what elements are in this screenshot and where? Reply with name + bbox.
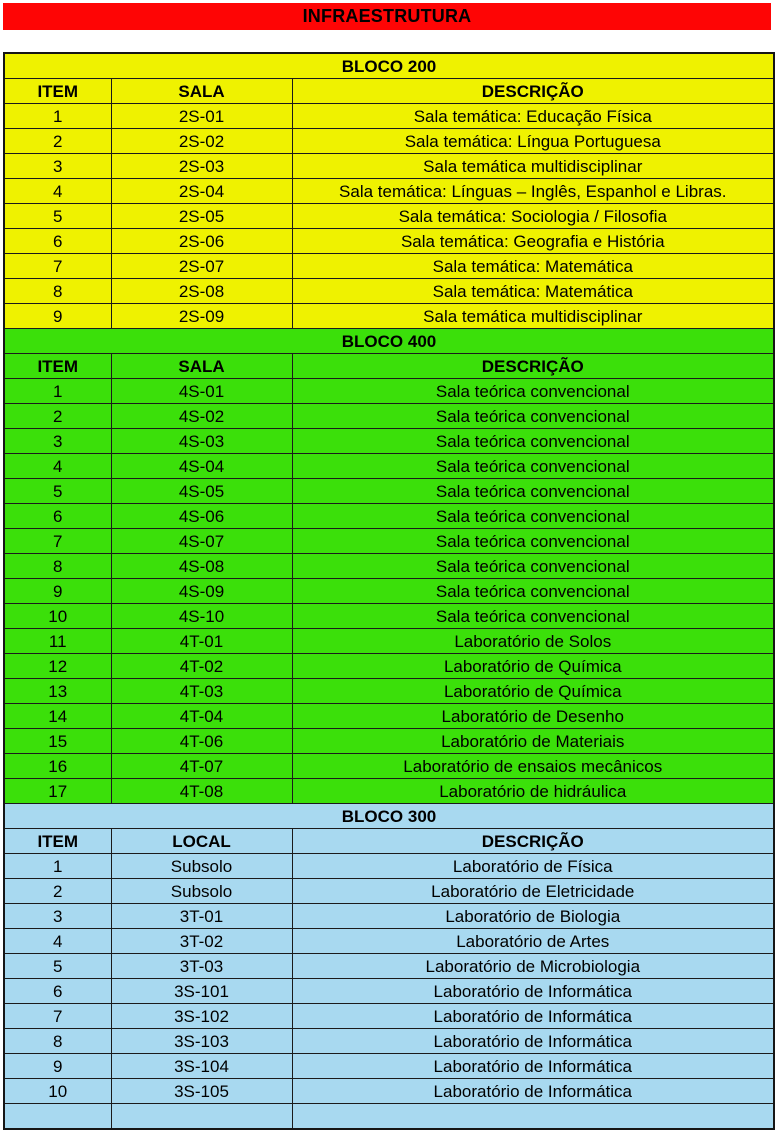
table-row [4, 879, 774, 904]
item-cell: 14 [4, 704, 111, 729]
table-row [4, 254, 774, 279]
room-cell: 3S-102 [111, 1004, 292, 1029]
table-row [4, 454, 774, 479]
room-cell: 4S-02 [111, 404, 292, 429]
description-cell: Sala teórica convencional [292, 454, 774, 479]
description-cell: Laboratório de Informática [292, 979, 774, 1004]
room-cell: 2S-06 [111, 229, 292, 254]
description-cell: Sala temática multidisciplinar [292, 304, 774, 329]
description-cell: Laboratório de Biologia [292, 904, 774, 929]
item-cell: 16 [4, 754, 111, 779]
room-cell: 2S-07 [111, 254, 292, 279]
table-row [4, 154, 774, 179]
room-cell: 4T-08 [111, 779, 292, 804]
table-row [4, 554, 774, 579]
table-row [4, 404, 774, 429]
column-header-item: ITEM [4, 354, 111, 379]
table-row [4, 679, 774, 704]
room-cell: 3S-103 [111, 1029, 292, 1054]
room-cell: 4S-01 [111, 379, 292, 404]
table-row [4, 229, 774, 254]
column-header-item: ITEM [4, 829, 111, 854]
column-header-row [4, 354, 774, 379]
item-cell: 8 [4, 1029, 111, 1054]
item-cell: 15 [4, 729, 111, 754]
table-row [4, 304, 774, 329]
room-cell [111, 1104, 292, 1130]
description-cell: Sala teórica convencional [292, 404, 774, 429]
infrastructure-table [3, 52, 775, 1130]
description-cell: Sala temática: Língua Portuguesa [292, 129, 774, 154]
page-title-banner [3, 3, 771, 30]
description-cell: Sala teórica convencional [292, 504, 774, 529]
section-header-label: BLOCO 200 [4, 53, 774, 79]
description-cell: Laboratório de Artes [292, 929, 774, 954]
item-cell: 5 [4, 204, 111, 229]
item-cell: 4 [4, 179, 111, 204]
description-cell: Laboratório de Química [292, 679, 774, 704]
table-row [4, 129, 774, 154]
room-cell: 4S-03 [111, 429, 292, 454]
table-row [4, 629, 774, 654]
item-cell: 8 [4, 554, 111, 579]
room-cell: 2S-03 [111, 154, 292, 179]
room-cell: 2S-05 [111, 204, 292, 229]
column-header-local: LOCAL [111, 829, 292, 854]
item-cell: 13 [4, 679, 111, 704]
section-header-label: BLOCO 300 [4, 804, 774, 829]
description-cell: Laboratório de Microbiologia [292, 954, 774, 979]
description-cell: Laboratório de Física [292, 854, 774, 879]
table-row [4, 179, 774, 204]
room-cell: 4T-06 [111, 729, 292, 754]
description-cell [292, 1104, 774, 1130]
description-cell: Laboratório de Informática [292, 1004, 774, 1029]
column-header-row [4, 829, 774, 854]
room-cell: 4S-08 [111, 554, 292, 579]
table-row [4, 104, 774, 129]
column-header-local: SALA [111, 79, 292, 104]
item-cell: 7 [4, 254, 111, 279]
item-cell: 2 [4, 404, 111, 429]
table-row [4, 779, 774, 804]
room-cell: 3S-105 [111, 1079, 292, 1104]
description-cell: Sala teórica convencional [292, 604, 774, 629]
room-cell: 4S-09 [111, 579, 292, 604]
item-cell: 4 [4, 929, 111, 954]
table-row [4, 604, 774, 629]
column-header-row [4, 79, 774, 104]
description-cell: Laboratório de ensaios mecânicos [292, 754, 774, 779]
item-cell: 6 [4, 229, 111, 254]
table-row [4, 579, 774, 604]
description-cell: Sala teórica convencional [292, 554, 774, 579]
room-cell: Subsolo [111, 879, 292, 904]
infrastructure-table-body [4, 53, 774, 1129]
room-cell: 3S-104 [111, 1054, 292, 1079]
table-row [4, 504, 774, 529]
table-row [4, 854, 774, 879]
table-row [4, 1079, 774, 1104]
item-cell [4, 1104, 111, 1130]
room-cell: 3T-01 [111, 904, 292, 929]
table-row [4, 954, 774, 979]
table-row [4, 204, 774, 229]
column-header-descricao: DESCRIÇÃO [292, 354, 774, 379]
room-cell: 4S-05 [111, 479, 292, 504]
description-cell: Sala temática multidisciplinar [292, 154, 774, 179]
room-cell: 2S-04 [111, 179, 292, 204]
item-cell: 3 [4, 429, 111, 454]
item-cell: 1 [4, 379, 111, 404]
description-cell: Sala teórica convencional [292, 479, 774, 504]
item-cell: 1 [4, 854, 111, 879]
item-cell: 9 [4, 579, 111, 604]
room-cell: 2S-01 [111, 104, 292, 129]
description-cell: Sala temática: Matemática [292, 254, 774, 279]
table-row [4, 654, 774, 679]
item-cell: 6 [4, 504, 111, 529]
table-row [4, 1054, 774, 1079]
column-header-item: ITEM [4, 79, 111, 104]
item-cell: 3 [4, 154, 111, 179]
room-cell: 4T-02 [111, 654, 292, 679]
description-cell: Laboratório de Informática [292, 1079, 774, 1104]
description-cell: Sala temática: Geografia e História [292, 229, 774, 254]
description-cell: Laboratório de Solos [292, 629, 774, 654]
item-cell: 17 [4, 779, 111, 804]
section-header-row [4, 53, 774, 79]
room-cell: 2S-08 [111, 279, 292, 304]
room-cell: 3T-03 [111, 954, 292, 979]
description-cell: Laboratório de Química [292, 654, 774, 679]
description-cell: Sala teórica convencional [292, 529, 774, 554]
table-row [4, 529, 774, 554]
section-header-label: BLOCO 400 [4, 329, 774, 354]
page-title: INFRAESTRUTURA [302, 6, 472, 26]
room-cell: 3S-101 [111, 979, 292, 1004]
item-cell: 9 [4, 304, 111, 329]
item-cell: 10 [4, 1079, 111, 1104]
item-cell: 5 [4, 479, 111, 504]
room-cell: 2S-09 [111, 304, 292, 329]
description-cell: Laboratório de Informática [292, 1029, 774, 1054]
description-cell: Sala temática: Sociologia / Filosofia [292, 204, 774, 229]
room-cell: 4T-07 [111, 754, 292, 779]
description-cell: Sala temática: Línguas – Inglês, Espanhol e Libras. [292, 179, 774, 204]
section-header-row [4, 329, 774, 354]
item-cell: 12 [4, 654, 111, 679]
table-row [4, 929, 774, 954]
section-header-row [4, 804, 774, 829]
room-cell: 4S-04 [111, 454, 292, 479]
room-cell: Subsolo [111, 854, 292, 879]
description-cell: Sala teórica convencional [292, 379, 774, 404]
partial-bottom-row [4, 1104, 774, 1130]
description-cell: Laboratório de Desenho [292, 704, 774, 729]
description-cell: Laboratório de Materiais [292, 729, 774, 754]
description-cell: Sala temática: Educação Física [292, 104, 774, 129]
room-cell: 4T-04 [111, 704, 292, 729]
room-cell: 3T-02 [111, 929, 292, 954]
column-header-descricao: DESCRIÇÃO [292, 829, 774, 854]
table-row [4, 479, 774, 504]
item-cell: 11 [4, 629, 111, 654]
item-cell: 5 [4, 954, 111, 979]
description-cell: Laboratório de Eletricidade [292, 879, 774, 904]
item-cell: 7 [4, 1004, 111, 1029]
room-cell: 4T-03 [111, 679, 292, 704]
item-cell: 10 [4, 604, 111, 629]
table-row [4, 704, 774, 729]
item-cell: 8 [4, 279, 111, 304]
table-row [4, 754, 774, 779]
item-cell: 3 [4, 904, 111, 929]
description-cell: Laboratório de hidráulica [292, 779, 774, 804]
room-cell: 4S-06 [111, 504, 292, 529]
table-row [4, 729, 774, 754]
room-cell: 2S-02 [111, 129, 292, 154]
table-row [4, 1004, 774, 1029]
description-cell: Laboratório de Informática [292, 1054, 774, 1079]
table-row [4, 429, 774, 454]
column-header-local: SALA [111, 354, 292, 379]
column-header-descricao: DESCRIÇÃO [292, 79, 774, 104]
description-cell: Sala teórica convencional [292, 429, 774, 454]
room-cell: 4S-10 [111, 604, 292, 629]
description-cell: Sala temática: Matemática [292, 279, 774, 304]
room-cell: 4S-07 [111, 529, 292, 554]
description-cell: Sala teórica convencional [292, 579, 774, 604]
table-row [4, 379, 774, 404]
table-row [4, 904, 774, 929]
item-cell: 2 [4, 879, 111, 904]
room-cell: 4T-01 [111, 629, 292, 654]
table-row [4, 979, 774, 1004]
item-cell: 6 [4, 979, 111, 1004]
item-cell: 9 [4, 1054, 111, 1079]
item-cell: 2 [4, 129, 111, 154]
table-row [4, 279, 774, 304]
item-cell: 7 [4, 529, 111, 554]
item-cell: 1 [4, 104, 111, 129]
item-cell: 4 [4, 454, 111, 479]
table-row [4, 1029, 774, 1054]
